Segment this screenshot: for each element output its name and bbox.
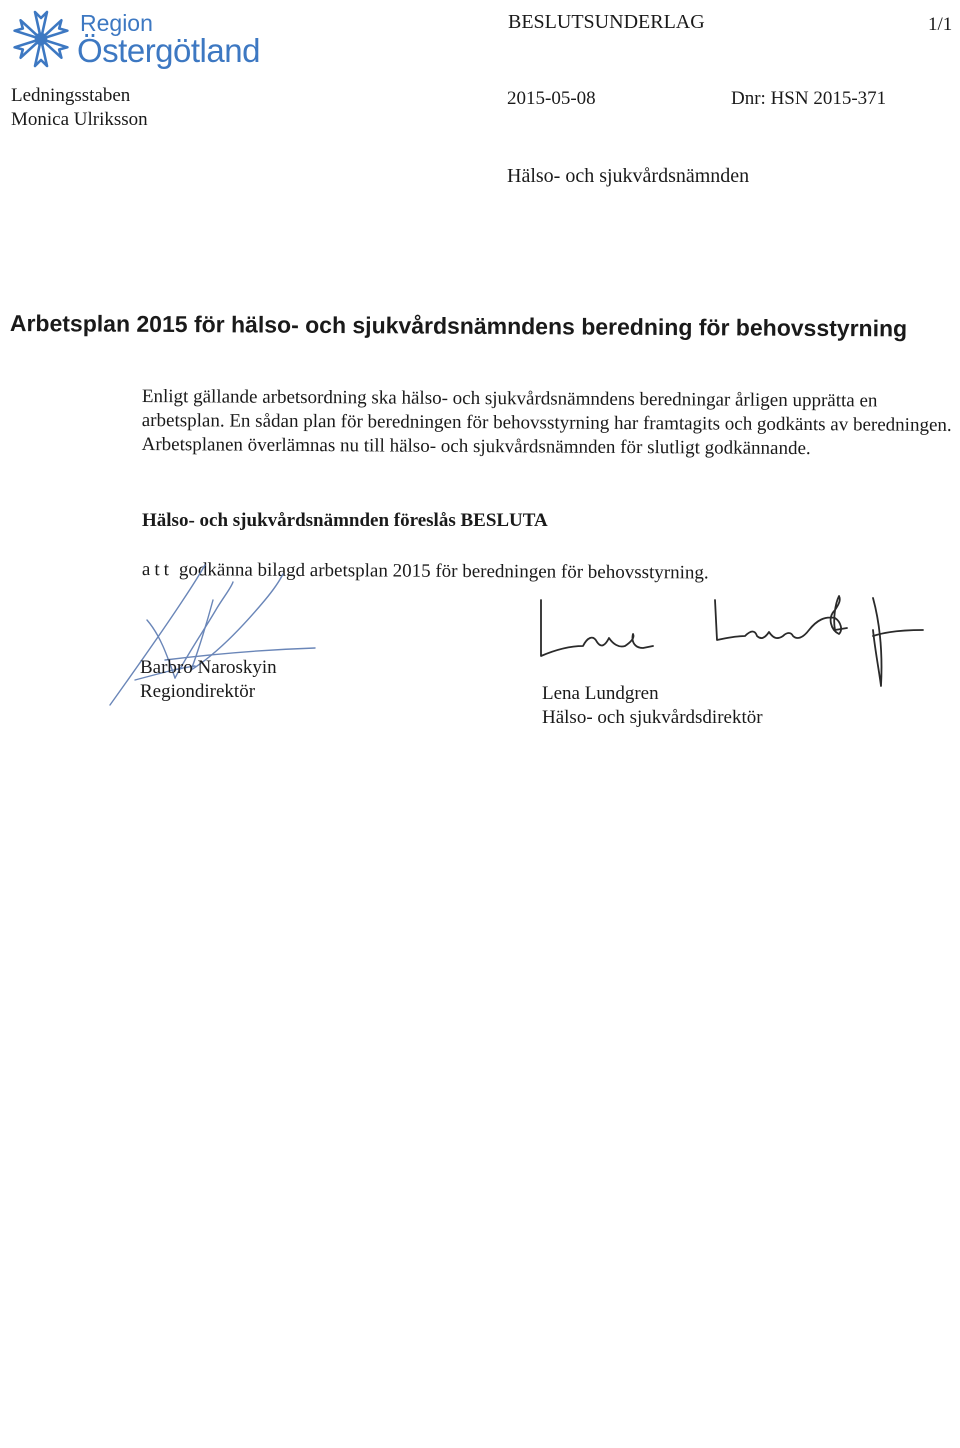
logo-text-ostergotland: Östergötland — [77, 32, 260, 69]
signatory-1-title: Regiondirektör — [140, 681, 256, 702]
document-title: Arbetsplan 2015 för hälso- och sjukvårdsnämndens beredning för behovsstyrning — [9, 310, 908, 342]
sender-department: Ledningsstaben — [11, 85, 131, 106]
signatory-2-name: Lena Lundgren — [542, 683, 659, 704]
signatory-2 — [542, 682, 763, 730]
signatory-2-title: Hälso- och sjukvårdsdirektör — [542, 707, 763, 728]
logo-text-region: Region — [80, 10, 153, 36]
decision-heading: Hälso- och sjukvårdsnämnden föreslås BESLUTA — [142, 510, 548, 531]
motion-text: godkänna bilagd arbetsplan 2015 för beredningen för behovsstyrning. — [178, 559, 709, 584]
recipient: Hälso- och sjukvårdsnämnden — [507, 165, 750, 187]
region-logo — [8, 6, 278, 72]
signatory-1-name: Barbro Naroskyin — [140, 657, 277, 678]
document-date: 2015-05-08 — [507, 88, 596, 109]
signatory-1 — [140, 656, 277, 704]
document-type: BESLUTSUNDERLAG — [508, 11, 705, 33]
sender-block — [11, 84, 148, 132]
sender-person: Monica Ulriksson — [11, 109, 148, 130]
motion-prefix: att — [141, 559, 173, 581]
cornflower-logo-icon — [8, 6, 74, 72]
diary-number: Dnr: HSN 2015-371 — [731, 88, 887, 109]
body-paragraph: Enligt gällande arbetsordning ska hälso- och sjukvårdsnämndens beredningar årligen upprätta en arbetsplan. En sådan plan för beredningen för behovsstyrning har framtagits och godkänts av beredningen. Arbetsplanen överlämnas nu till hälso- och sjukvårdsnämnden för slutligt godkännande. — [141, 385, 952, 460]
page-number: 1/1 — [928, 14, 953, 35]
